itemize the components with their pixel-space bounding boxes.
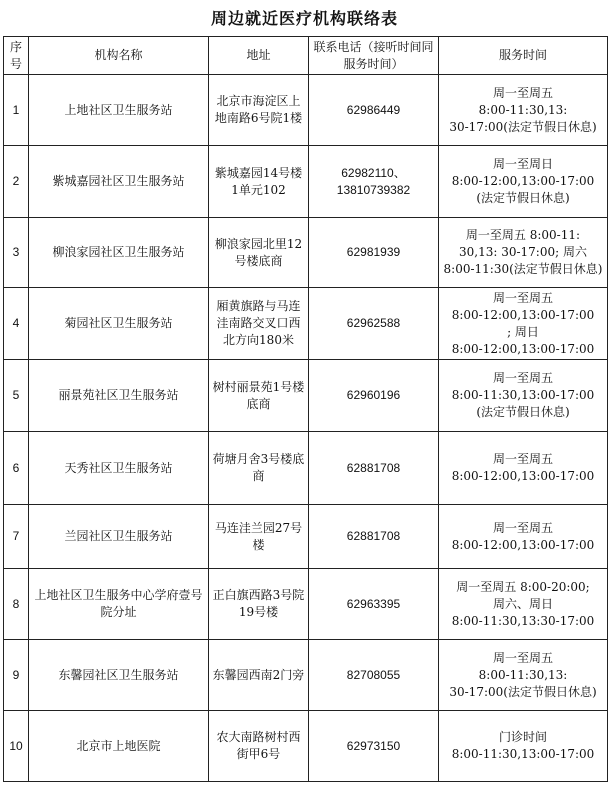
- row-address: 柳浪家园北里12号楼底商: [209, 218, 309, 288]
- row-no: 2: [4, 146, 29, 218]
- row-hours: 周一至周五 8:00-11:30,13: 30-17:00(法定节假日休息): [439, 640, 608, 711]
- header-address: 地址: [209, 37, 309, 75]
- row-name: 兰园社区卫生服务站: [29, 505, 209, 569]
- row-phone: 82708055: [309, 640, 439, 711]
- row-no: 6: [4, 432, 29, 505]
- row-no: 5: [4, 360, 29, 432]
- row-address: 厢黄旗路与马连洼南路交叉口西北方向180米: [209, 288, 309, 360]
- row-hours: 门诊时间 8:00-11:30,13:00-17:00: [439, 711, 608, 782]
- table-row: [4, 505, 608, 569]
- table-row: [4, 218, 608, 288]
- row-address: 树村丽景苑1号楼底商: [209, 360, 309, 432]
- row-name: 柳浪家园社区卫生服务站: [29, 218, 209, 288]
- header-name: 机构名称: [29, 37, 209, 75]
- row-no: 7: [4, 505, 29, 569]
- row-hours: 周一至周五 8:00-20:00; 周六、周日 8:00-11:30,13:30-17:00: [439, 569, 608, 640]
- row-no: 4: [4, 288, 29, 360]
- header-hours: 服务时间: [439, 37, 608, 75]
- row-phone: 62981939: [309, 218, 439, 288]
- row-phone: 62982110、13810739382: [309, 146, 439, 218]
- row-hours: 周一至周五 8:00-12:00,13:00-17:00: [439, 432, 608, 505]
- row-address: 东馨园西南2门旁: [209, 640, 309, 711]
- row-no: 10: [4, 711, 29, 782]
- row-address: 马连洼兰园27号楼: [209, 505, 309, 569]
- header-phone: 联系电话（接听时间同服务时间）: [309, 37, 439, 75]
- row-hours: 周一至周日 8:00-12:00,13:00-17:00 (法定节假日休息): [439, 146, 608, 218]
- row-phone: 62962588: [309, 288, 439, 360]
- row-hours: 周一至周五 8:00-11: 30,13: 30-17:00; 周六 8:00-11:30(法定节假日休息): [439, 218, 608, 288]
- row-phone: 62881708: [309, 432, 439, 505]
- row-address: 正白旗西路3号院19号楼: [209, 569, 309, 640]
- row-hours: 周一至周五 8:00-12:00,13:00-17:00: [439, 505, 608, 569]
- row-name: 天秀社区卫生服务站: [29, 432, 209, 505]
- row-address: 北京市海淀区上地南路6号院1楼: [209, 75, 309, 146]
- row-hours: 周一至周五 8:00-11:30,13:00-17:00 (法定节假日休息): [439, 360, 608, 432]
- table-row: [4, 75, 608, 146]
- table-row: [4, 640, 608, 711]
- table-row: [4, 288, 608, 360]
- row-name: 菊园社区卫生服务站: [29, 288, 209, 360]
- row-name: 上地社区卫生服务站: [29, 75, 209, 146]
- row-no: 9: [4, 640, 29, 711]
- row-name: 东馨园社区卫生服务站: [29, 640, 209, 711]
- row-address: 荷塘月舍3号楼底商: [209, 432, 309, 505]
- row-address: 紫城嘉园14号楼1单元102: [209, 146, 309, 218]
- row-phone: 62963395: [309, 569, 439, 640]
- row-hours: 周一至周五 8:00-12:00,13:00-17:00 ; 周日 8:00-12:00,13:00-17:00: [439, 288, 608, 360]
- row-no: 3: [4, 218, 29, 288]
- table-row: [4, 432, 608, 505]
- row-name: 丽景苑社区卫生服务站: [29, 360, 209, 432]
- row-phone: 62973150: [309, 711, 439, 782]
- row-phone: 62986449: [309, 75, 439, 146]
- table-row: [4, 711, 608, 782]
- row-name: 上地社区卫生服务中心学府壹号院分址: [29, 569, 209, 640]
- table-row: [4, 569, 608, 640]
- row-no: 8: [4, 569, 29, 640]
- row-no: 1: [4, 75, 29, 146]
- header-no: 序号: [4, 37, 29, 75]
- row-hours: 周一至周五 8:00-11:30,13: 30-17:00(法定节假日休息): [439, 75, 608, 146]
- table-header-row: [4, 37, 608, 75]
- row-phone: 62881708: [309, 505, 439, 569]
- row-phone: 62960196: [309, 360, 439, 432]
- page-title: 周边就近医疗机构联络表: [210, 9, 398, 28]
- table-row: [4, 360, 608, 432]
- row-name: 北京市上地医院: [29, 711, 209, 782]
- clinic-contact-table: [3, 36, 608, 782]
- row-address: 农大南路树村西街甲6号: [209, 711, 309, 782]
- table-row: [4, 146, 608, 218]
- row-name: 紫城嘉园社区卫生服务站: [29, 146, 209, 218]
